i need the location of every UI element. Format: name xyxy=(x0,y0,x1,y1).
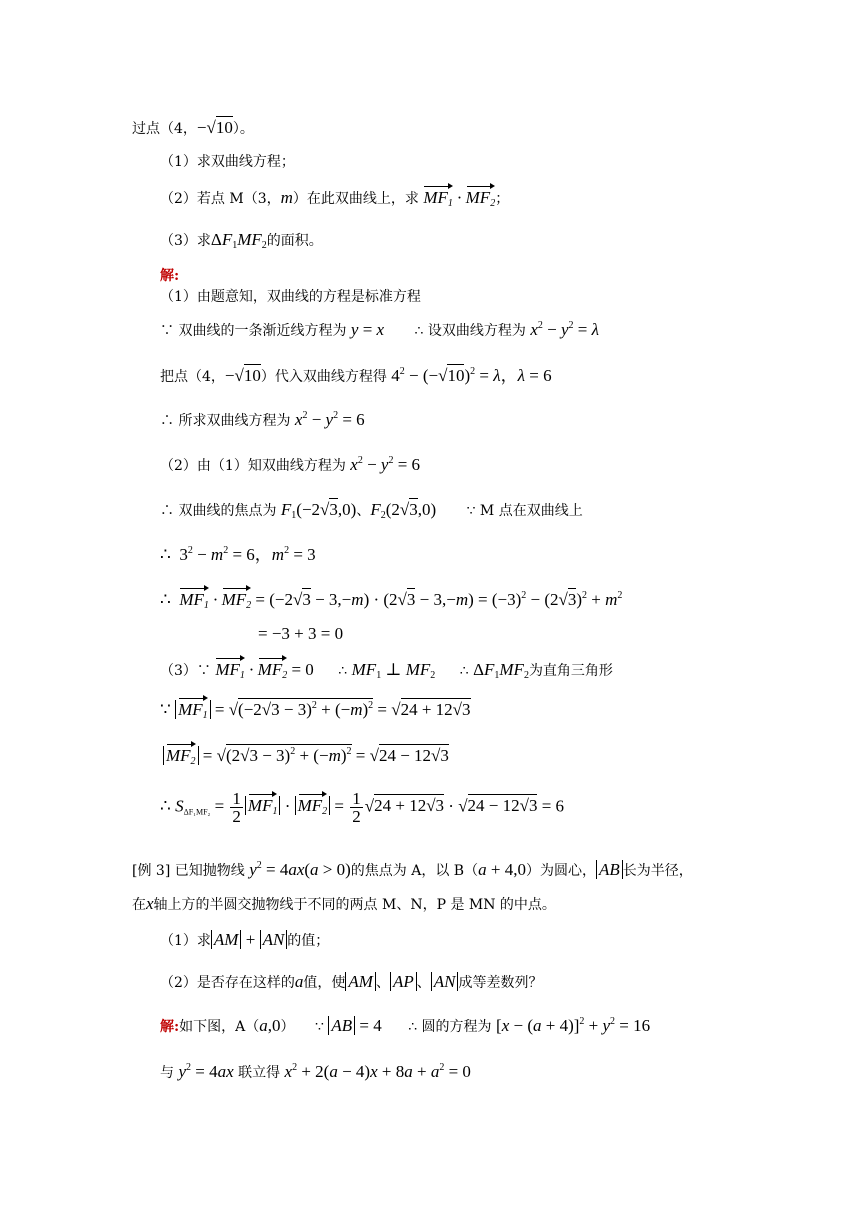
text: ）为圆心， xyxy=(525,863,596,879)
text: 过点（4， xyxy=(132,121,197,137)
solution-line: （3）∵ $MF_1 \cdot MF_2 = 0$ ∴ $MF_1$ ⊥ $MF_2$ ∴ $\Delta F_1MF_2$为直角三角形 xyxy=(160,660,613,681)
text: 值，使 xyxy=(303,975,346,991)
text: （1）求 xyxy=(160,933,211,949)
text: 联立得 xyxy=(238,1065,281,1081)
solution-line: 把点（4，−√10）代入双曲线方程得 $4^2 - (-√10)^2 = \lambda$，λ = 6 xyxy=(160,366,552,385)
question-3: （3）求$\Delta F_1MF_2$的面积。 xyxy=(160,230,323,251)
example-question-1: （1）求 AM + AN 的值； xyxy=(160,930,330,949)
question-1: （1）求双曲线方程； xyxy=(160,154,295,170)
text: ） xyxy=(280,1019,295,1035)
solution-line: （2）由（1）知双曲线方程为 $x^2 - y^2 = 6$ xyxy=(160,455,421,474)
solution-label: 解: xyxy=(160,268,180,284)
solution-line: ∴ $MF_1 \cdot MF_2 = (-2√3 - 3,-m) \cdot (2√3 - 3,-m) = (-3)^2 - (2√3)^2 + m^2$ xyxy=(160,590,623,611)
text: ∴ 设双曲线方程为 xyxy=(414,323,526,339)
text: ∴ xyxy=(160,796,171,816)
solution-line: $MF_2 = √(2√3 - 3)^2 + (-m)^2 = √24 - 12√3$ xyxy=(163,746,449,766)
text: 如下图，A（ xyxy=(179,1019,260,1035)
text: （3）∵ xyxy=(160,663,211,679)
solution-line: （1）由题意知，双曲线的方程是标准方程 xyxy=(160,289,421,305)
text: ∵ M 点在双曲线上 xyxy=(466,503,583,519)
example-solution: 解:如下图，A（a,0） ∵ AB = 4 ∴ 圆的方程为 $[x - (a + 4)]^2 + y^2 = 16$ xyxy=(160,1016,651,1035)
text: ∵ xyxy=(160,700,171,719)
solution-line: ∴ $S_{\Delta F_1MF_2}$ = $\frac{1}{2}$ $MF_1 \cdot MF_2$ = $\frac{1}{2}$ √24 + 12√3 · √24 − 12√3 = 6 xyxy=(160,789,565,826)
solution-line: ∴ $3^2 - m^2 = 6$，$m^2 = 3$ xyxy=(160,545,316,564)
example-solution-line: 与 $y^2 = 4ax$ 联立得 $x^2 + 2(a - 4)x + 8a + a^2 = 0$ xyxy=(160,1062,471,1081)
text-line-point: 过点（4，−√10）。 xyxy=(132,118,254,137)
text: ∵ xyxy=(315,1019,324,1035)
text: 轴上方的半圆交抛物线于不同的两点 M、N，P 是 MN 的中点。 xyxy=(153,897,556,913)
text: 长为半径， xyxy=(622,863,693,879)
text: 、 xyxy=(416,975,431,991)
text: ∴ 圆的方程为 xyxy=(408,1019,492,1035)
fraction: $\frac{1}{2}$ xyxy=(352,789,361,826)
question-2: （2）若点 M（3，m）在此双曲线上，求 $MF_1 \cdot MF_2$； xyxy=(160,188,510,209)
text: 、 xyxy=(375,975,390,991)
text: 把点（4， xyxy=(160,369,225,385)
fraction: $\frac{1}{2}$ xyxy=(232,789,241,826)
text: ∴ 所求双曲线方程为 xyxy=(160,413,291,429)
text: 与 xyxy=(160,1065,174,1081)
solution-label: 解: xyxy=(160,1019,180,1035)
text: 的焦点为 A，以 B（ xyxy=(350,863,479,879)
solution-line: ∵ 双曲线的一条渐近线方程为 y = x ∴ 设双曲线方程为 $x^2 - y^2 = \lambda$ xyxy=(160,320,600,339)
solution-line: ∴ 所求双曲线方程为 $x^2 - y^2 = 6$ xyxy=(160,410,365,429)
text: 、 xyxy=(356,503,371,519)
text: （3）求 xyxy=(160,233,211,249)
text: ）在此双曲线上，求 xyxy=(292,191,419,207)
text: 成等差数列？ xyxy=(458,975,543,991)
text: ∴ xyxy=(459,663,469,679)
text: 的面积。 xyxy=(266,233,323,249)
solution-line: = −3 + 3 = 0 xyxy=(258,624,344,643)
text: ∵ 双曲线的一条渐近线方程为 xyxy=(160,323,347,339)
text: （2）若点 M（3， xyxy=(160,191,281,207)
text: （2）是否存在这样的 xyxy=(160,975,295,991)
example-3: [例 3] 已知抛物线 $y^2 = 4ax(a > 0)$的焦点为 A，以 B（a + 4,0）为圆心， AB 长为半径， xyxy=(132,860,693,879)
text: 为直角三角形 xyxy=(528,663,613,679)
text: 在 xyxy=(132,897,146,913)
solution-line: ∴ 双曲线的焦点为 $F_1(-2√3,0)$、$F_2(2√3,0)$ ∵ M 点在双曲线上 xyxy=(160,500,583,521)
example-question-2: （2）是否存在这样的a值，使 AM 、 AP 、 AN 成等差数列？ xyxy=(160,972,543,991)
text: ∴ 双曲线的焦点为 xyxy=(160,503,277,519)
text: ）代入双曲线方程得 xyxy=(260,369,387,385)
text: （2）由（1）知双曲线方程为 xyxy=(160,458,346,474)
text: ∴ xyxy=(338,663,348,679)
text: 的值； xyxy=(287,933,330,949)
text: ）。 xyxy=(232,121,254,137)
example-3-cont: 在x轴上方的半圆交抛物线于不同的两点 M、N，P 是 MN 的中点。 xyxy=(132,894,556,913)
solution-line: ∵ $MF_1 = √(-2√3 - 3)^2 + (-m)^2 = √24 + 12√3$ xyxy=(160,700,471,721)
text: [例 3] 已知抛物线 xyxy=(132,863,245,879)
